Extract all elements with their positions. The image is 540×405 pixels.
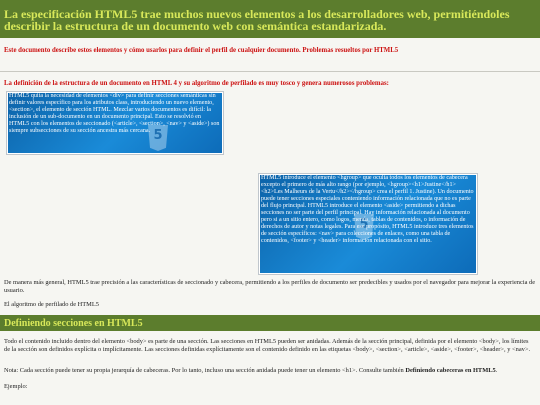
section-heading: Definiendo secciones en HTML5 — [0, 315, 540, 331]
body-paragraph: De manera más general, HTML5 trae precisión a las características de seccionado y cabecera, permitiendo a los perfiles de documento ser predecibles y usados por el navegador para mejorar la experiencia de usuario. — [4, 279, 536, 294]
divider — [0, 71, 540, 72]
page-title: La especificación HTML5 trae muchos nuevos elementos a los desarrolladores web, permitiéndoles describir la estructura de un documento web con semántica estandarizada. — [4, 7, 510, 33]
headings-link[interactable]: Definiendo cabeceras en HTML5 — [405, 367, 496, 374]
page-header — [0, 0, 540, 38]
outline-algorithm-link[interactable]: El algoritmo de perfilado de HTML5 — [4, 301, 99, 308]
note-paragraph — [4, 367, 536, 375]
intro-text: Este documento describe estos elementos y cómo usarlos para definir el perfil de cualquier documento. Problemas resueltos por HTML5 — [4, 47, 399, 54]
body-paragraph: Todo el contenido incluido dentro del elemento <body> es parte de una sección. Las secciones en HTML5 pueden ser anidadas. Además de la sección principal, definida por el elemento <body>, los límites de la sección son definidos explícita o implícitamente. Las secciones definidas explícitamente son el contenido definido en las etiquetas <body>, <section>, <article>, <aside>, <footer>, <header>, y <nav>. — [4, 338, 531, 353]
card-text: HTML5 quita la necesidad de elementos <div> para definir secciones semánticas sin definir valores específico para los atributos class, introduciendo un nuevo elemento, <section>, el elemento de sección HTML. Mezclar varios documentos es difícil: la inclusión de un sub-documento en un documento principal. Esto se resolvió en HTML5 con los elementos de seccionado (<article>, <section>, <nav> y <aside>) son siempre subsecciones de su sección ancestra más cercana. — [9, 93, 220, 134]
note-end: . — [495, 367, 498, 374]
info-card-hgroup — [258, 173, 478, 275]
example-label: Ejemplo: — [4, 383, 28, 390]
intro-problems: La definición de la estructura de un documento en HTML 4 y su algoritmo de perfilado es muy tosco y genera numerosos problemas: — [4, 80, 389, 87]
info-card-sections — [6, 91, 224, 155]
card-text: HTML5 introduce el elemento <hgroup> que oculta todos los elementos de cabecera excepto el primero de más alto rango (por ejemplo, <hgroup><h1>Justine</h1><h2>Les Malheurs de la Vertu</h2></hgroup> crea el perfil 1. Justine). Un documento puede tener secciones especiales conteniendo información relacionada que no es parte del flujo principal. HTML5 introduce el elemento <aside> permitiendo a dichas secciones no ser parte del perfil principal. Hay información relacionada al documento pero si a un sitio entero, como logos, menús, tablas de contenidos, o información de derechos de autor y notas legales. Para ese propósito, HTML5 introduce tres elementos de sección específicos: <nav> para colecciones de enlaces, como una tabla de contenidos, <footer> y <header> información relacionada con el sitio. — [261, 175, 474, 244]
note-text: Nota: Cada sección puede tener su propia jerarquía de cabeceras. Por lo tanto, incluso una sección anidada puede tener un elemento <h1>. Consulte también — [4, 367, 406, 374]
